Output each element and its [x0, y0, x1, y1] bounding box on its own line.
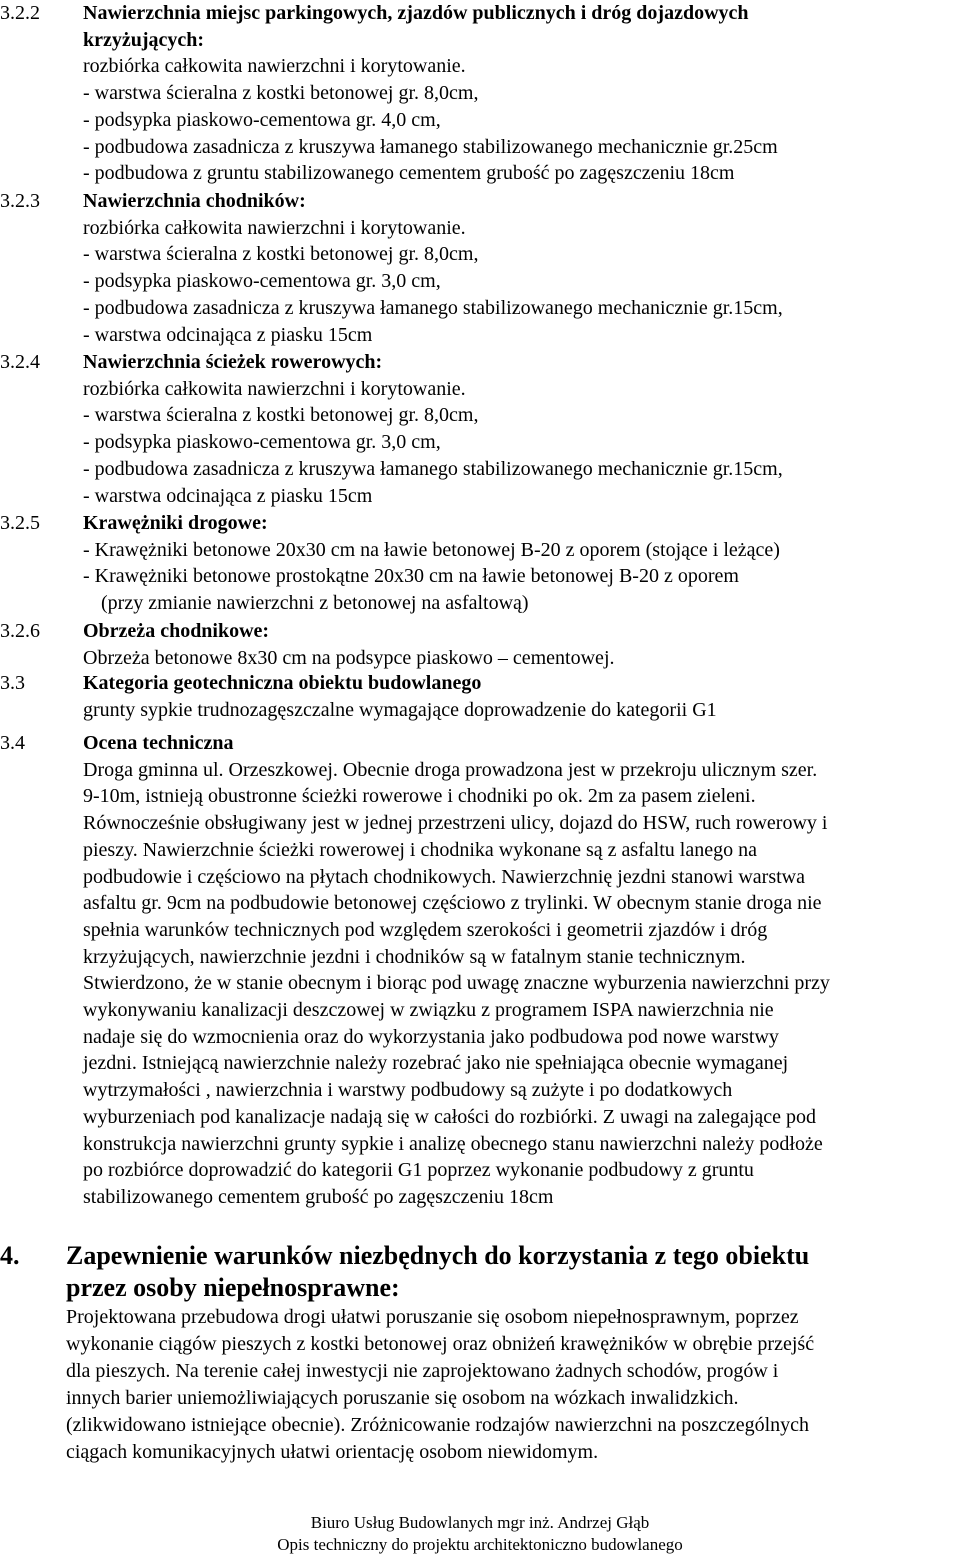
- paragraph-line: spełnia warunków technicznych pod względem szerokości i geometrii zjazdów i dróg: [83, 918, 768, 941]
- paragraph-line: wytrzymałości , nawierzchnia i warstwy podbudowy są zużyte i po dodatkowych: [83, 1079, 733, 1102]
- section-title: Ocena techniczna: [83, 732, 234, 754]
- spec-line: - warstwa odcinająca z piasku 15cm: [83, 484, 373, 507]
- section-3-2-5: [0, 510, 960, 617]
- paragraph-line: Równocześnie obsługiwany jest w jednej przestrzeni ulicy, dojazd do HSW, ruch rowerowy i: [83, 812, 828, 835]
- section-title-cont: przez osoby niepełnosprawne:: [66, 1273, 400, 1302]
- spec-line: - podbudowa zasadnicza z kruszywa łamanego stabilizowanego mechanicznie gr.15cm,: [83, 457, 783, 480]
- section-3-4: [0, 730, 960, 1211]
- spec-line: - podsypka piaskowo-cementowa gr. 4,0 cm,: [83, 108, 441, 131]
- paragraph-line: Projektowana przebudowa drogi ułatwi poruszanie się osobom niepełnosprawnym, poprzez: [66, 1306, 799, 1328]
- paragraph-line: krzyżujących, nawierzchnie jezdni i chodników są w fatalnym stanie technicznym.: [83, 945, 746, 968]
- spec-line: rozbiórka całkowita nawierzchni i korytowanie.: [83, 216, 466, 239]
- spec-line: - warstwa ścieralna z kostki betonowej gr. 8,0cm,: [83, 243, 479, 266]
- page-footer: [0, 1512, 960, 1556]
- spec-line: - podsypka piaskowo-cementowa gr. 3,0 cm,: [83, 431, 441, 454]
- spec-line: - Krawężniki betonowe 20x30 cm na ławie betonowej B-20 z oporem (stojące i leżące): [83, 538, 780, 561]
- section-number: 3.2.4: [0, 351, 40, 373]
- paragraph-line: (zlikwidowano istniejące obecnie). Zróżnicowanie rodzajów nawierzchni na poszczególnych: [66, 1414, 810, 1436]
- paragraph-line: konstrukcja nawierzchni grunty sypkie i analizę obecnego stanu nawierzchni należy podłoże: [83, 1132, 823, 1155]
- section-number: 3.2.5: [0, 512, 40, 534]
- section-number: 3.3: [0, 672, 25, 694]
- spec-line: - podbudowa z gruntu stabilizowanego cementem grubość po zagęszczeniu 18cm: [83, 162, 735, 185]
- spec-line: - podbudowa zasadnicza z kruszywa łamanego stabilizowanego mechanicznie gr.15cm,: [83, 296, 783, 319]
- section-3-2-6: [0, 618, 960, 671]
- section-number: 3.2.2: [0, 2, 40, 24]
- paragraph-line: Droga gminna ul. Orzeszkowej. Obecnie droga prowadzona jest w przekroju ulicznym szer.: [83, 758, 818, 781]
- spec-line: - warstwa ścieralna z kostki betonowej gr. 8,0cm,: [83, 404, 479, 427]
- footer-document-title: Opis techniczny do projektu architektoniczno budowlanego: [277, 1535, 683, 1554]
- section-title: Obrzeża chodnikowe:: [83, 620, 270, 642]
- section-title: Nawierzchnia chodników:: [83, 190, 306, 212]
- paragraph-line: ciągach komunikacyjnych ułatwi orientację osobom niewidomym.: [66, 1441, 599, 1463]
- spec-line: - Krawężniki betonowe prostokątne 20x30 cm na ławie betonowej B-20 z oporem: [83, 565, 739, 588]
- section-title: Nawierzchnia ścieżek rowerowych:: [83, 351, 383, 373]
- spec-line: rozbiórka całkowita nawierzchni i korytowanie.: [83, 55, 466, 78]
- spec-line: (przy zmianie nawierzchni z betonowej na asfaltową): [101, 592, 529, 615]
- paragraph-line: jezdni. Istniejącą nawierzchnie należy rozebrać jako nie spełniająca obecnie wymaganej: [83, 1052, 789, 1075]
- section-title: Nawierzchnia miejsc parkingowych, zjazdów publicznych i dróg dojazdowych: [83, 2, 749, 24]
- section-title: Krawężniki drogowe:: [83, 512, 268, 534]
- section-number: 3.2.6: [0, 620, 40, 642]
- paragraph-line: asfaltu gr. 9cm na podbudowie betonowej częściowo z trylinki. W obecnym stanie droga nie: [83, 892, 822, 915]
- spec-line: - podsypka piaskowo-cementowa gr. 3,0 cm,: [83, 270, 441, 293]
- spec-line: Obrzeża betonowe 8x30 cm na podsypce piaskowo – cementowej.: [83, 646, 615, 669]
- paragraph-line: pieszy. Nawierzchnie ścieżki rowerowej i chodnika wykonane są z asfaltu lanego na: [83, 838, 757, 861]
- spec-line: rozbiórka całkowita nawierzchni i korytowanie.: [83, 377, 466, 400]
- section-3-2-4: [0, 349, 960, 509]
- paragraph-line: nadaje się do wzmocnienia oraz do wykorzystania jako podbudowa pod nowe warstwy: [83, 1025, 779, 1048]
- paragraph-line: wykonywaniu kanalizacji deszczowej w związku z programem ISPA nawierzchnia nie: [83, 999, 774, 1022]
- section-title: Zapewnienie warunków niezbędnych do korzystania z tego obiektu: [66, 1241, 810, 1270]
- spec-line: grunty sypkie trudnozagęszczalne wymagające doprowadzenie do kategorii G1: [83, 698, 717, 721]
- paragraph-line: stabilizowanego cementem grubość po zagęszczeniu 18cm: [83, 1185, 554, 1208]
- paragraph-line: podbudowie i częściowo na płytach chodnikowych. Nawierzchnię jezdni stanowi warstwa: [83, 865, 805, 888]
- section-3-2-2: [0, 0, 960, 187]
- section-title-cont: krzyżujących:: [83, 28, 205, 51]
- spec-line: - warstwa ścieralna z kostki betonowej gr. 8,0cm,: [83, 82, 479, 105]
- section-3-3: [0, 670, 960, 723]
- paragraph-line: wyburzeniach pod kanalizacje nadają się w całości do rozbiórki. Z uwagi na zalegające pod: [83, 1105, 817, 1128]
- paragraph-line: wykonanie ciągów pieszych z kostki betonowej oraz obniżeń krawężników w obrębie przejść: [66, 1333, 815, 1355]
- paragraph-line: dla pieszych. Na terenie całej inwestycji nie zaprojektowano żadnych schodów, progów i: [66, 1360, 779, 1382]
- footer-author: Biuro Usług Budowlanych mgr inż. Andrzej Głąb: [310, 1513, 650, 1532]
- section-4: [0, 1240, 960, 1466]
- paragraph-line: innych barier uniemożliwiających poruszanie się osobom na wózkach inwalidzkich.: [66, 1387, 739, 1409]
- spec-line: - warstwa odcinająca z piasku 15cm: [83, 323, 373, 346]
- spec-line: - podbudowa zasadnicza z kruszywa łamanego stabilizowanego mechanicznie gr.25cm: [83, 135, 778, 158]
- paragraph-line: 9-10m, istnieją obustronne ścieżki rowerowe i chodniki po ok. 2m za pasem zieleni.: [83, 785, 756, 808]
- paragraph-line: Stwierdzono, że w stanie obecnym i biorąc pod uwagę znaczne wyburzenia nawierzchni przy: [83, 972, 830, 995]
- section-3-2-3: [0, 188, 960, 348]
- section-number: 4.: [0, 1241, 20, 1270]
- paragraph-line: po rozbiórce doprowadzić do kategorii G1 poprzez wykonanie podbudowy z gruntu: [83, 1159, 754, 1182]
- section-number: 3.2.3: [0, 190, 40, 212]
- section-number: 3.4: [0, 732, 25, 754]
- section-title: Kategoria geotechniczna obiektu budowlanego: [83, 672, 482, 694]
